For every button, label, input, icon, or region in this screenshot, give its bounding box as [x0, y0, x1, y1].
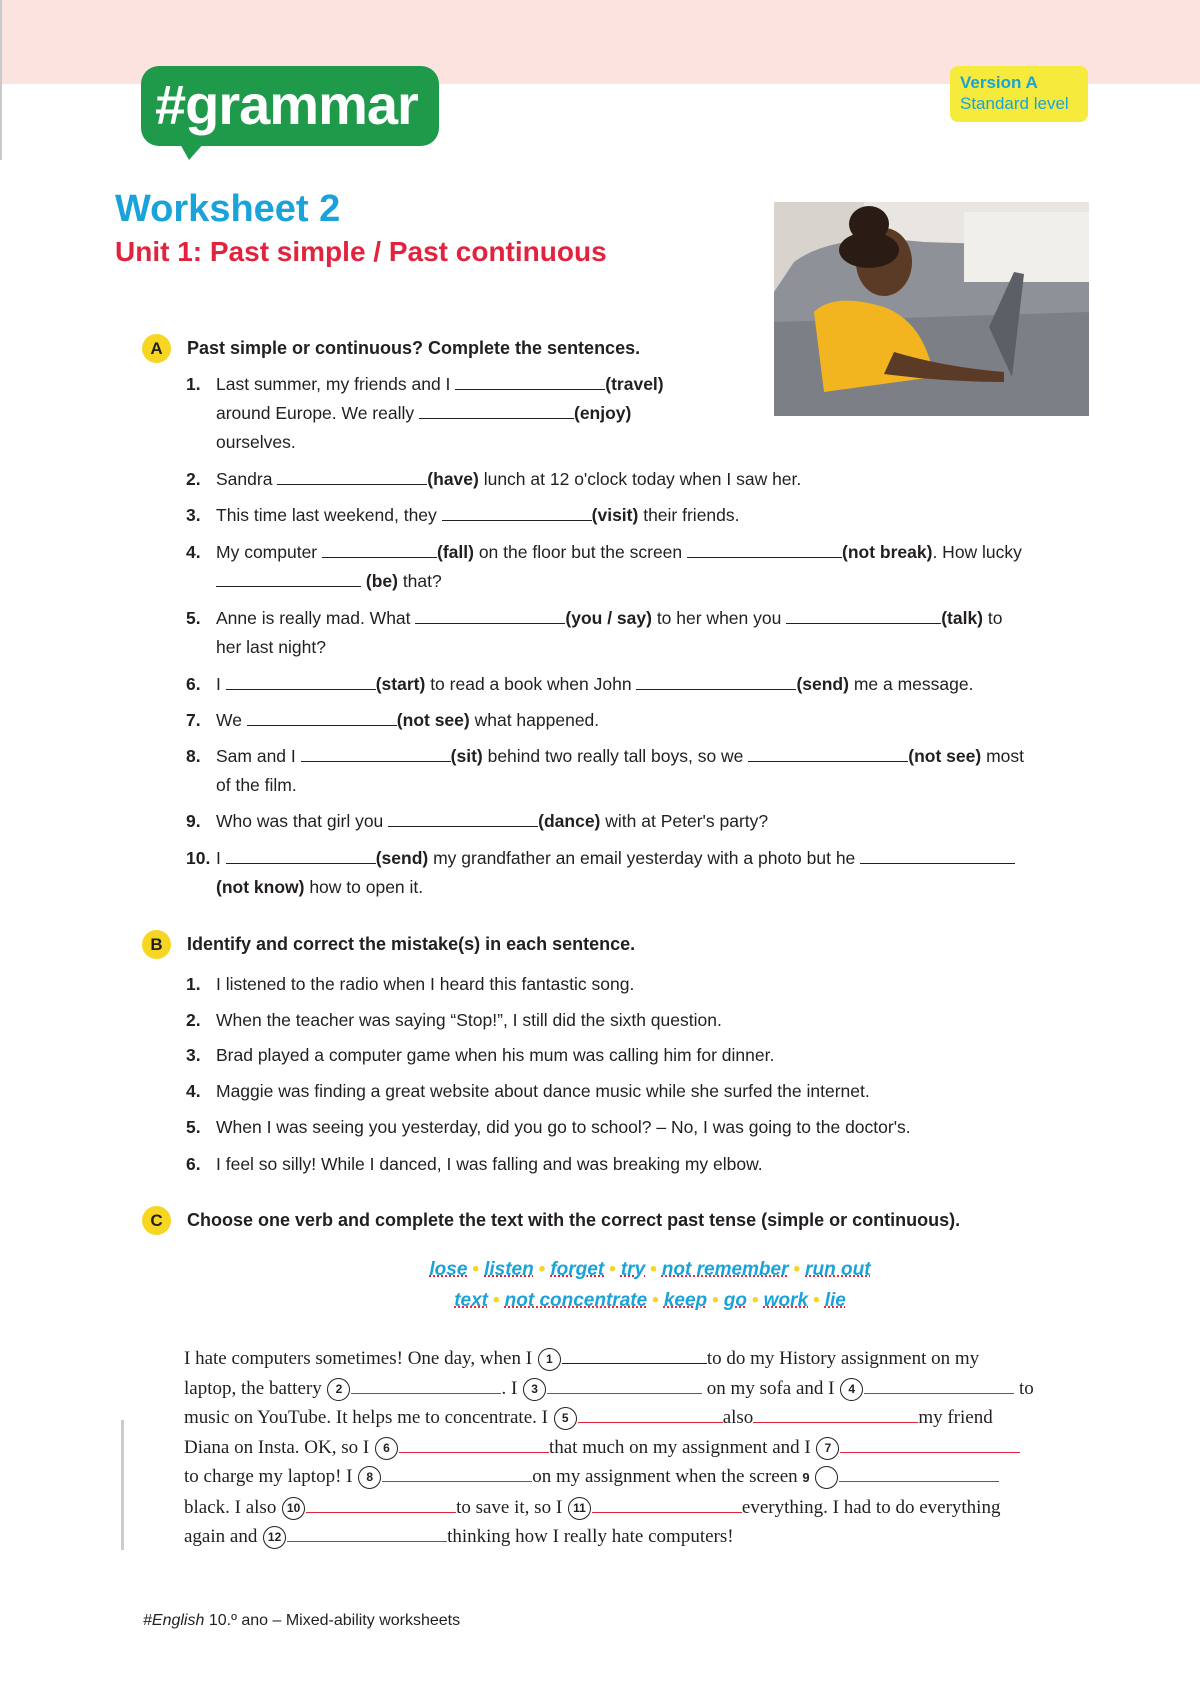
- a-item-8: 8. Sam and I (sit) behind two really tall boys, so we (not see) most of the film.: [186, 742, 1086, 800]
- answer-blank[interactable]: [226, 671, 376, 690]
- gap-number: 2: [327, 1378, 350, 1401]
- gap-number: 4: [840, 1378, 863, 1401]
- answer-blank[interactable]: [415, 605, 565, 624]
- answer-blank[interactable]: [306, 1494, 456, 1513]
- footer: [143, 1612, 460, 1630]
- answer-blank[interactable]: [840, 1434, 1020, 1453]
- a-item-1: 1. Last summer, my friends and I (travel) around Europe. We really (enjoy) ourselves.: [186, 370, 706, 457]
- cloze-text: I hate computers sometimes! One day, when I 1 to do my History assignment on my laptop, the battery 2 . I 3 on my sofa and I 4 to music on YouTube. It helps me to concentrate. I 5 also my friend Diana on Insta. OK, so I 6 that much on my assignment and I 7 to charge my laptop! I 8 on my assignment when the screen 9 black. I also 10 to save it, so I 11 everything. I had to do everything again and 12 thinking how I really hate computers!: [184, 1344, 1089, 1552]
- answer-blank[interactable]: [753, 1404, 918, 1423]
- gap-number: 10: [282, 1497, 305, 1520]
- answer-blank[interactable]: [562, 1345, 707, 1364]
- answer-blank[interactable]: [442, 502, 592, 521]
- answer-blank[interactable]: [864, 1375, 1014, 1394]
- a-item-9: 9. Who was that girl you (dance) with at Peter's party?: [186, 807, 1086, 836]
- word-box-row-2: text • not concentrate • keep • go • work • lie: [454, 1290, 846, 1311]
- gap-number: 11: [568, 1497, 591, 1520]
- page-edge-line: [0, 0, 2, 160]
- answer-blank[interactable]: [592, 1494, 742, 1513]
- grammar-logo: [141, 66, 439, 146]
- answer-blank[interactable]: [860, 845, 1015, 864]
- a-item-3: 3. This time last weekend, they (visit) their friends.: [186, 501, 1086, 530]
- answer-blank[interactable]: [786, 605, 941, 624]
- a-item-4: 4. My computer (fall) on the floor but the screen (not break). How lucky (be) that?: [186, 538, 1086, 596]
- gap-number: 8: [358, 1466, 381, 1489]
- gap-number: 12: [263, 1526, 286, 1549]
- answer-blank[interactable]: [382, 1463, 532, 1482]
- answer-blank[interactable]: [748, 743, 908, 762]
- b-item-3: 3. Brad played a computer game when his mum was calling him for dinner.: [186, 1045, 775, 1065]
- b-item-2: 2. When the teacher was saying “Stop!”, I still did the sixth question.: [186, 1010, 722, 1030]
- gap-number: 9: [802, 1470, 810, 1485]
- answer-blank[interactable]: [578, 1404, 723, 1423]
- b-item-1: 1. I listened to the radio when I heard this fantastic song.: [186, 974, 635, 994]
- b-item-4: 4. Maggie was finding a great website about dance music while she surfed the internet.: [186, 1081, 870, 1101]
- answer-blank[interactable]: [287, 1523, 447, 1542]
- a-item-5: 5. Anne is really mad. What (you / say) to her when you (talk) to her last night?: [186, 604, 1086, 662]
- answer-blank[interactable]: [351, 1375, 501, 1394]
- answer-blank[interactable]: [839, 1463, 999, 1482]
- footer-text: 10.º ano – Mixed-ability worksheets: [204, 1612, 461, 1629]
- section-b-instruction: Identify and correct the mistake(s) in each sentence.: [187, 934, 636, 954]
- section-a-badge: A: [142, 334, 171, 363]
- section-c-instruction: Choose one verb and complete the text with the correct past tense (simple or continuous).: [187, 1210, 961, 1230]
- section-c-badge: C: [142, 1206, 171, 1235]
- word-box-row-1: lose • listen • forget • try • not remember • run out: [429, 1259, 871, 1280]
- gap-number: 3: [523, 1378, 546, 1401]
- answer-blank[interactable]: [636, 671, 796, 690]
- answer-blank[interactable]: [455, 371, 605, 390]
- girl-with-laptop-photo: [774, 202, 1089, 416]
- gap-number: 7: [816, 1437, 839, 1460]
- a-item-6: 6. I (start) to read a book when John (send) me a message.: [186, 670, 1086, 699]
- gap-number: 6: [375, 1437, 398, 1460]
- gap-number: 1: [538, 1348, 561, 1371]
- answer-blank[interactable]: [216, 568, 361, 587]
- answer-blank[interactable]: [322, 539, 437, 558]
- answer-blank[interactable]: [399, 1434, 549, 1453]
- gap-number: 5: [554, 1407, 577, 1430]
- answer-blank[interactable]: [547, 1375, 702, 1394]
- section-b-badge: B: [142, 930, 171, 959]
- section-c-heading: [142, 1206, 960, 1235]
- answer-blank[interactable]: [226, 845, 376, 864]
- publisher-vertical-mark: [118, 1420, 128, 1550]
- version-badge: [950, 66, 1088, 122]
- b-item-6: 6. I feel so silly! While I danced, I was falling and was breaking my elbow.: [186, 1154, 763, 1174]
- answer-blank[interactable]: [301, 743, 451, 762]
- section-a-heading: [142, 334, 640, 363]
- logo-text: #grammar: [155, 73, 418, 136]
- section-b-heading: [142, 930, 635, 959]
- gap-circle-empty: [815, 1466, 838, 1489]
- a-item-10: 10. I (send) my grandfather an email yesterday with a photo but he (not know) how to open it.: [186, 844, 1086, 902]
- level-label: Standard level: [960, 94, 1069, 113]
- section-a-instruction: Past simple or continuous? Complete the sentences.: [187, 338, 641, 358]
- answer-blank[interactable]: [247, 707, 397, 726]
- answer-blank[interactable]: [419, 400, 574, 419]
- unit-subtitle: Unit 1: Past simple / Past continuous: [115, 236, 607, 267]
- version-label: Version A: [960, 73, 1038, 92]
- answer-blank[interactable]: [277, 466, 427, 485]
- answer-blank[interactable]: [388, 808, 538, 827]
- worksheet-title: Worksheet 2: [115, 188, 341, 230]
- a-item-7: 7. We (not see) what happened.: [186, 706, 1086, 735]
- answer-blank[interactable]: [687, 539, 842, 558]
- b-item-5: 5. When I was seeing you yesterday, did you go to school? – No, I was going to the doctor's.: [186, 1117, 911, 1137]
- footer-brand: #English: [143, 1612, 205, 1629]
- a-item-2: 2. Sandra (have) lunch at 12 o'clock today when I saw her.: [186, 465, 1086, 494]
